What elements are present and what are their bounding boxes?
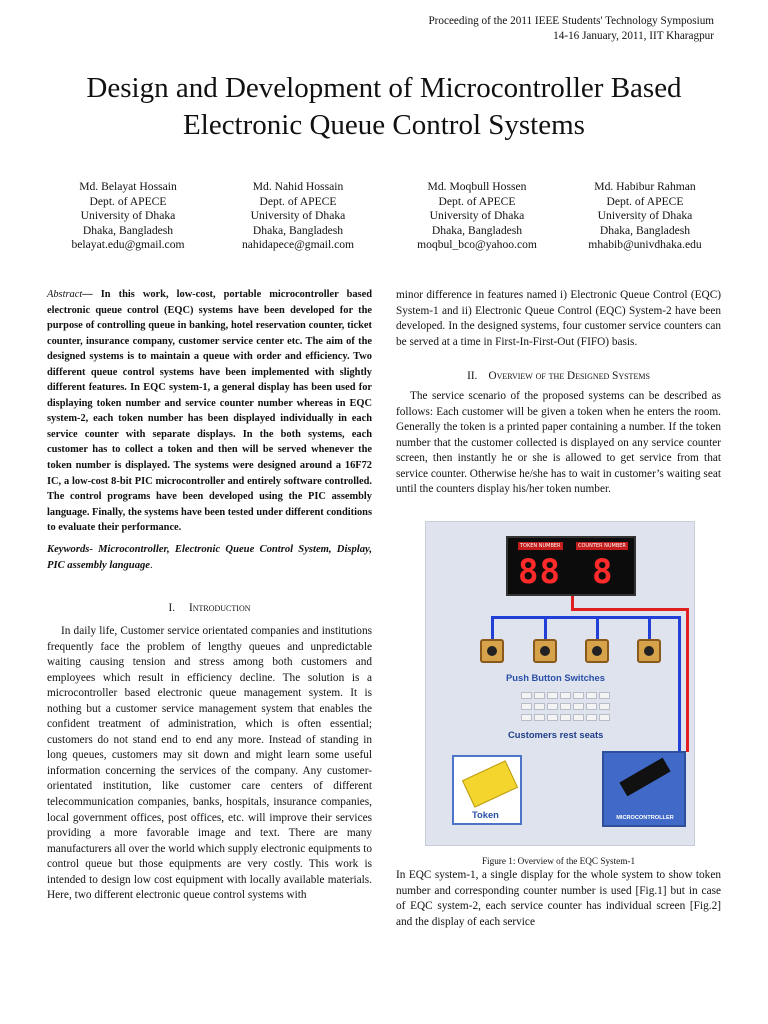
customer-seats — [521, 692, 621, 734]
seat — [521, 703, 532, 710]
wire-red — [686, 608, 689, 752]
display-counter-digit: 8 — [592, 552, 614, 592]
token-display-board — [506, 536, 636, 596]
keywords-end: . — [150, 559, 153, 571]
display-label-counter: COUNTER NUMBER — [578, 543, 626, 549]
author-name: Md. Nahid Hossain — [252, 180, 344, 193]
seat — [547, 714, 558, 721]
author-dept: Dept. of APECE — [89, 194, 167, 208]
author-block-4 — [555, 180, 735, 253]
seat — [599, 703, 610, 710]
seat — [534, 703, 545, 710]
author-university: University of Dhaka — [429, 209, 525, 223]
figure-eqc-system-1 — [425, 521, 695, 846]
author-university: University of Dhaka — [250, 209, 346, 223]
author-dept: Dept. of APECE — [606, 194, 684, 208]
seats-label: Customers rest seats — [508, 729, 604, 740]
author-name: Md. Belayat Hossain — [79, 180, 177, 193]
author-name: Md. Moqbull Hossen — [427, 180, 527, 193]
push-button-icon — [533, 639, 557, 663]
author-location: Dhaka, Bangladesh — [599, 223, 691, 237]
paper-title-line1: Design and Development of Microcontroller Based — [86, 72, 682, 104]
seat — [547, 692, 558, 699]
author-email: mhabib@univdhaka.edu — [588, 238, 702, 252]
author-location: Dhaka, Bangladesh — [82, 223, 174, 237]
wire-red — [571, 608, 689, 611]
seat — [560, 703, 571, 710]
display-token-digits: 88 — [518, 552, 561, 592]
seat — [547, 703, 558, 710]
seat — [521, 692, 532, 699]
conference-header-line1: Proceeding of the 2011 IEEE Students' Technology Symposium — [428, 15, 714, 27]
section-number: II. — [467, 370, 478, 382]
seat — [534, 692, 545, 699]
chip-icon — [619, 758, 670, 797]
abstract-lead: Abstract — [47, 289, 83, 300]
right-column-paragraph-2 — [396, 389, 721, 498]
abstract-text: In this work, low-cost, portable microcontroller based electronic queue control (EQC) systems have been developed for the purpose of controlling queue in banking, hotel reservation counter, ticket counter, insurance company, customer service center etc. The aim of the designed systems is to maintain a queue with order and efficiency. Two different queue control systems have been implemented with slightly different features. In EQC system-1, a general display has been used for displaying token number and service counter number whereas in EQC system-2, each token number has been displayed individually in each service counter with separate displays. In the both systems, each customer has to collect a token and then will be served whenever the token number is displayed. The systems were designed around a 16F72 IC, a low-cost 8-bit PIC microcontroller and entirely software controlled. The control programs have been developed using the PIC assembly language. Finally, the systems have been tested under different conditions to evaluate their performance. — [47, 289, 372, 534]
seat — [573, 703, 584, 710]
right-column-paragraph-3: In EQC system-1, a single display for the whole system to show token number and corresponding counter number is used [Fig.1] but in case of EQC system-2, each service counter has individual screen [Fig.2] and the display of each service — [396, 869, 721, 928]
wire-blue — [491, 616, 681, 619]
abstract — [47, 287, 372, 536]
token-panel — [452, 755, 522, 825]
paragraph: In daily life, Customer service orientated companies and institutions frequently face the problem of lengthy queues and unpredictable waiting causing tension and stress among both customers and employees which result in efficiency decline. The solution is a microcontroller based electronic queue management system. It is nothing but a customer service management system that enables the confident treatment of administration, which is often essential; customers do not stand end to end any more. Instead of standing in long queues, customers may sit down and might learn some useful information concerning the services of the company. Any customer-orientated institution, like customer care centers of different telecommunication companies, banks, hospitals, insurance companies, local government offices, post offices, etc. will improve their services providing a more favorable image and text. There are many manufacturers all over the world which supply electronic equipments to control queue but those equipments are very costly. This work is intended to design low cost equipment with locally available materials. Here, two different electronic queue control systems with — [47, 625, 372, 902]
microcontroller-label: MICROCONTROLLER — [616, 815, 674, 821]
author-block-3 — [387, 180, 567, 253]
seat — [599, 714, 610, 721]
author-location: Dhaka, Bangladesh — [431, 223, 523, 237]
author-location: Dhaka, Bangladesh — [252, 223, 344, 237]
push-button-icon — [637, 639, 661, 663]
seat — [586, 703, 597, 710]
ticket-icon — [462, 760, 518, 807]
microcontroller-panel — [602, 751, 686, 827]
seat — [586, 692, 597, 699]
push-button-label: Push Button Switches — [506, 672, 605, 683]
author-email: nahidapece@gmail.com — [241, 238, 355, 252]
section-number: I. — [168, 602, 176, 614]
author-email: moqbul_bco@yahoo.com — [417, 238, 537, 252]
author-dept: Dept. of APECE — [259, 194, 337, 208]
seat — [599, 692, 610, 699]
section-heading-overview — [396, 369, 721, 383]
introduction-body — [47, 624, 372, 904]
seat — [573, 692, 584, 699]
author-name: Md. Habibur Rahman — [594, 180, 696, 193]
author-block-2 — [208, 180, 388, 253]
seat — [521, 714, 532, 721]
author-university: University of Dhaka — [80, 209, 176, 223]
seat — [560, 692, 571, 699]
seat — [586, 714, 597, 721]
right-column-paragraph-1: minor difference in features named i) Electronic Queue Control (EQC) System-1 and ii) Electronic Queue Control (EQC) System-2 have been developed. In the designed systems, four customer service counters can be served at a time in First-In-First-Out (FIFO) basis. — [396, 289, 721, 348]
author-block-1 — [38, 180, 218, 253]
seat — [534, 714, 545, 721]
push-button-icon — [480, 639, 504, 663]
author-dept: Dept. of APECE — [438, 194, 516, 208]
wire-blue — [678, 616, 681, 752]
conference-header-line2: 14-16 January, 2011, IIT Kharagpur — [553, 30, 714, 42]
abstract-dash: — — [82, 289, 101, 300]
paper-title-line2: Electronic Queue Control Systems — [183, 109, 585, 141]
display-label-token: TOKEN NUMBER — [520, 543, 561, 549]
push-button-icon — [585, 639, 609, 663]
author-email: belayat.edu@gmail.com — [71, 238, 185, 252]
token-label: Token — [472, 809, 499, 820]
section-title: Introduction — [189, 602, 251, 614]
author-university: University of Dhaka — [597, 209, 693, 223]
section-title: Overview of the Designed Systems — [488, 370, 650, 382]
seat — [560, 714, 571, 721]
figure-caption: Figure 1: Overview of the EQC System-1 — [481, 856, 636, 866]
paragraph: The service scenario of the proposed systems can be described as follows: Each customer will be given a token when he enters the room. Generally the token is a printed paper containing a number. If the token number that the customer collected is displayed on any service counter screen, then instantly he or she is allowed to get service from that service counter. Otherwise he/she has to wait in customer’s waiting seat until the counters display his/her token number. — [396, 390, 721, 495]
keywords-text: Microcontroller, Electronic Queue Control System, Display, PIC assembly language — [47, 544, 372, 571]
keywords — [47, 542, 372, 573]
keywords-label: Keywords- — [47, 544, 93, 555]
section-heading-introduction — [47, 601, 372, 615]
seat — [573, 714, 584, 721]
